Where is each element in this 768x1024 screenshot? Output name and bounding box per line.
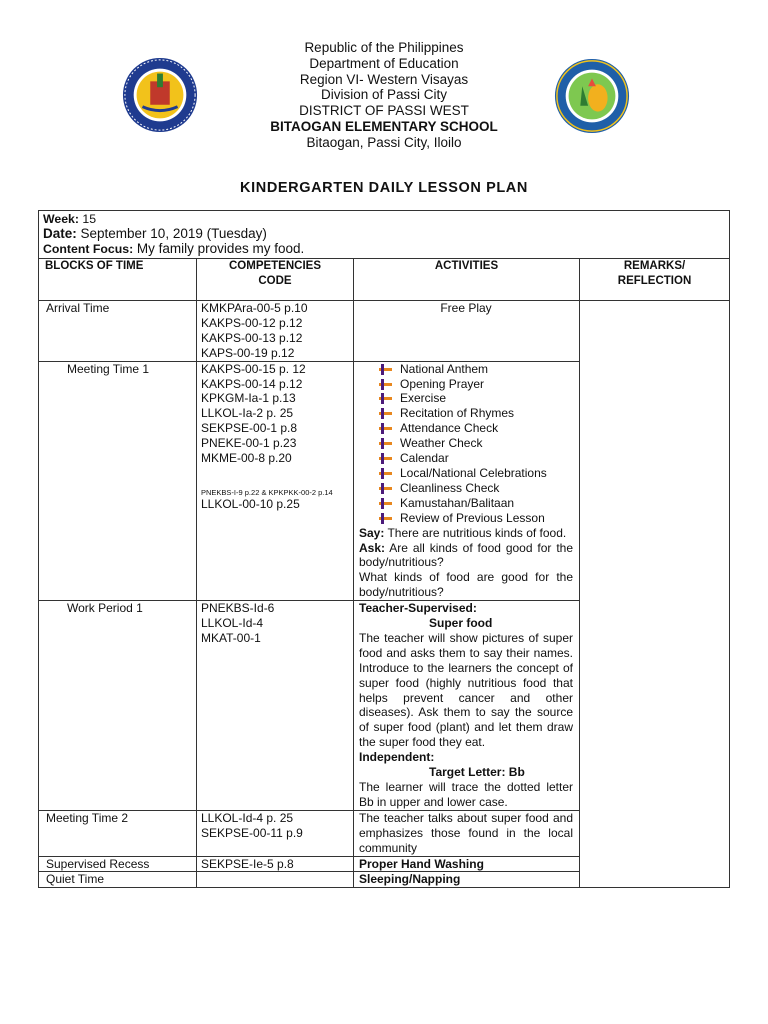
activity-quiet: Sleeping/Napping xyxy=(354,872,580,888)
bullet-icon xyxy=(379,468,395,479)
code: KAPS-00-19 p.12 xyxy=(201,345,295,360)
list-item xyxy=(359,496,573,511)
code: SEKPSE-00-1 p.8 xyxy=(201,421,298,436)
code: LLKOL-Ia-2 p. 25 xyxy=(201,406,294,421)
code-quiet xyxy=(197,872,354,888)
lesson-plan-table xyxy=(38,210,730,888)
code: KAKPS-00-13 p.12 xyxy=(201,330,303,345)
codes-work1 xyxy=(197,601,354,811)
activity-label: Weather Check xyxy=(400,436,483,451)
week-label: Week: xyxy=(43,212,79,226)
header-line: Republic of the Philippines xyxy=(304,40,464,55)
focus-value: My family provides my food. xyxy=(133,240,305,256)
list-item xyxy=(359,421,573,436)
column-header-row xyxy=(39,259,730,301)
col-header-competencies-1: COMPETENCIES xyxy=(228,260,321,272)
activity-label: National Anthem xyxy=(400,361,489,376)
independent-title: Target Letter: Bb xyxy=(429,765,525,780)
independent-text: The learner will trace the dotted letter Bb in upper and lower case. xyxy=(359,780,573,809)
col-header-competencies xyxy=(197,259,354,301)
activity-list xyxy=(359,362,573,526)
block-arrival: Arrival Time xyxy=(39,301,197,362)
ask-text xyxy=(359,541,573,571)
teacher-supervised-title: Super food xyxy=(429,616,493,631)
say-content: There are nutritious kinds of food. xyxy=(384,525,567,540)
block-work1: Work Period 1 xyxy=(39,601,197,811)
info-cell xyxy=(39,211,730,259)
letterhead xyxy=(0,40,768,151)
col-header-remarks xyxy=(580,259,730,301)
activity-arrival: Free Play xyxy=(354,301,580,362)
bullet-icon xyxy=(379,393,395,404)
bullet-icon xyxy=(379,483,395,494)
remarks-cell xyxy=(580,301,730,888)
school-name: BITAOGAN ELEMENTARY SCHOOL xyxy=(270,118,498,134)
code-recess: SEKPSE-Ie-5 p.8 xyxy=(197,856,354,872)
info-row xyxy=(39,211,730,259)
activity-recess: Proper Hand Washing xyxy=(354,856,580,872)
code: KMKPAra-00-5 p.10 xyxy=(201,301,308,315)
bullet-icon xyxy=(379,498,395,509)
focus-label: Content Focus: xyxy=(43,241,134,256)
bullet-icon xyxy=(379,453,395,464)
list-item xyxy=(359,436,573,451)
teacher-supervised-label: Teacher-Supervised: xyxy=(359,601,477,616)
bullet-icon xyxy=(379,379,395,390)
say-text xyxy=(359,526,573,541)
header-line: Region VI- Western Visayas xyxy=(299,71,469,87)
col-header-competencies-2: CODE xyxy=(258,274,292,287)
code: KPKGM-Ia-1 p.13 xyxy=(201,391,296,406)
code: SEKPSE-00-11 p.9 xyxy=(201,825,303,840)
ask-text-2: What kinds of food are good for the body/nutritious? xyxy=(359,570,573,600)
code: MKME-00-8 p.20 xyxy=(201,451,292,466)
date-label: Date: xyxy=(43,225,77,241)
block-recess: Supervised Recess xyxy=(39,856,197,872)
school-address: Bitaogan, Passi City, Iloilo xyxy=(306,134,462,150)
week-value: 15 xyxy=(79,212,97,226)
code: LLKOL-Id-4 p. 25 xyxy=(201,810,294,825)
header-line: Department of Education xyxy=(309,55,459,71)
code: KAKPS-00-14 p.12 xyxy=(201,376,303,391)
activity-meeting2: The teacher talks about super food and emphasizes those found in the local community xyxy=(354,810,580,856)
codes-meeting2 xyxy=(197,810,354,856)
activity-label: Exercise xyxy=(400,391,447,406)
col-header-activities: ACTIVITIES xyxy=(354,259,580,301)
code: KAKPS-00-12 p.12 xyxy=(201,315,303,330)
code: PNEKE-00-1 p.23 xyxy=(201,436,297,451)
block-quiet: Quiet Time xyxy=(39,872,197,888)
date-value: September 10, 2019 (Tuesday) xyxy=(76,225,267,241)
list-item xyxy=(359,481,573,496)
teacher-supervised-text: The teacher will show pictures of super food and asks them to say their names. Introduce to the learners the concept of super food (highly nutritious food that helps prevent cancer and other diseases). Ask them to say the source of super food (plant) and let them draw the super food they eat. xyxy=(359,630,573,750)
code: LLKOL-Id-4 xyxy=(201,616,264,631)
list-item xyxy=(359,406,573,421)
activity-label: Attendance Check xyxy=(400,421,499,436)
col-header-blocks: BLOCKS OF TIME xyxy=(39,259,197,301)
list-item xyxy=(359,466,573,481)
activity-label: Cleanliness Check xyxy=(400,480,500,495)
bullet-icon xyxy=(379,438,395,449)
codes-arrival xyxy=(197,301,354,362)
activity-label: Review of Previous Lesson xyxy=(400,510,545,525)
activity-label: Kamustahan/Balitaan xyxy=(400,495,515,510)
bullet-icon xyxy=(379,408,395,419)
activities-meeting1 xyxy=(354,361,580,601)
block-meeting1: Meeting Time 1 xyxy=(39,361,197,601)
activity-label: Local/National Celebrations xyxy=(400,465,547,480)
header-line: DISTRICT OF PASSI WEST xyxy=(299,103,469,119)
ask-content: Are all kinds of food good for the body/nutritious? xyxy=(359,540,573,570)
bullet-icon xyxy=(379,513,395,524)
list-item xyxy=(359,451,573,466)
list-item xyxy=(359,391,573,406)
codes-meeting1 xyxy=(197,361,354,601)
list-item xyxy=(359,377,573,392)
activity-label: Calendar xyxy=(400,451,449,466)
code: KAKPS-00-15 p. 12 xyxy=(201,361,306,376)
col-header-remarks-2: REFLECTION xyxy=(617,274,692,287)
list-item xyxy=(359,511,573,526)
code: PNEKBS-Id-6 xyxy=(201,601,275,616)
document-title: KINDERGARTEN DAILY LESSON PLAN xyxy=(240,180,528,196)
code: MKAT-00-1 xyxy=(201,630,261,645)
independent-label: Independent: xyxy=(359,750,435,765)
bullet-icon xyxy=(379,423,395,434)
ask-label: Ask: xyxy=(359,540,386,555)
list-item xyxy=(359,362,573,377)
code: LLKOL-00-10 p.25 xyxy=(201,496,300,511)
row-arrival xyxy=(39,301,730,362)
activity-label: Recitation of Rhymes xyxy=(400,406,515,421)
header-line: Division of Passi City xyxy=(320,87,448,103)
activity-label: Opening Prayer xyxy=(400,376,485,391)
activities-work1 xyxy=(354,601,580,811)
block-meeting2: Meeting Time 2 xyxy=(39,810,197,856)
say-label: Say: xyxy=(359,525,385,540)
bullet-icon xyxy=(379,364,395,375)
code-small: PNEKBS-I-9 p.22 & KPKPKK-00-2 p.14 xyxy=(201,487,333,497)
col-header-remarks-1: REMARKS/ xyxy=(623,260,686,272)
